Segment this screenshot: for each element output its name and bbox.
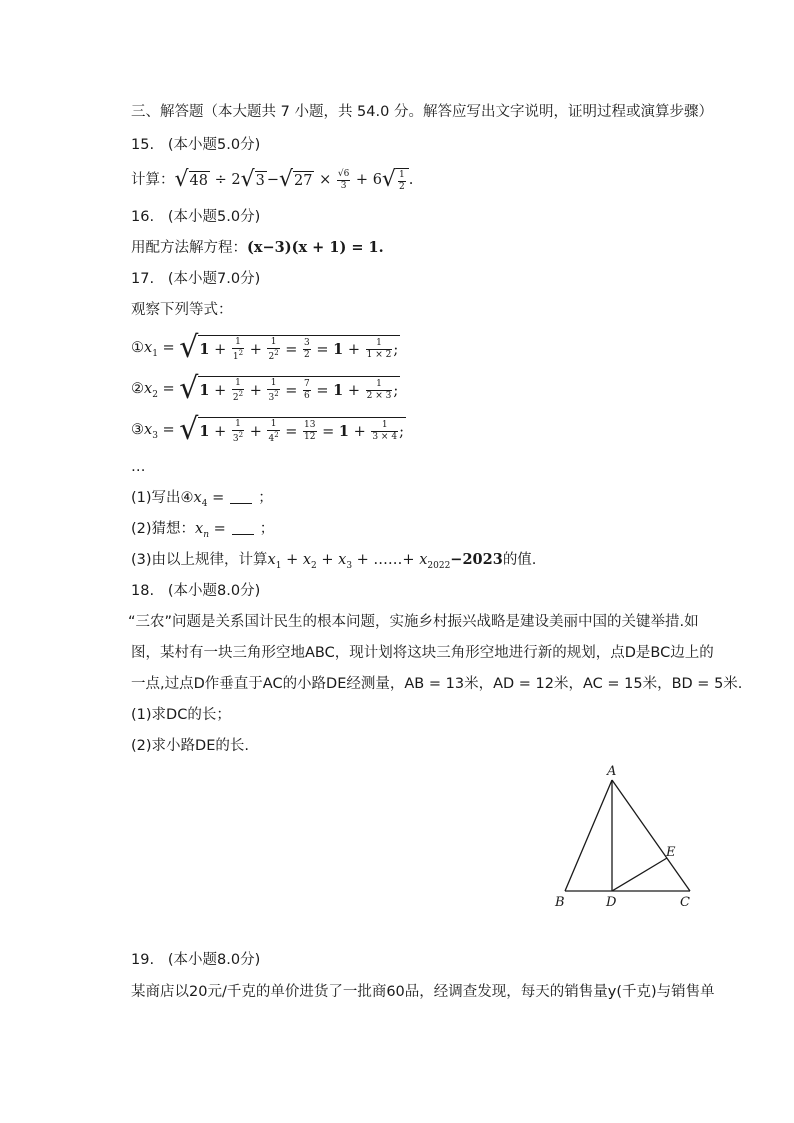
q17-score: (本小题7.0分): [167, 271, 261, 287]
q16-header: [131, 210, 260, 225]
q16-equation: (x−3)(x + 1) = 1.: [247, 239, 384, 256]
q15-expression: 计算：√48 ÷ 2√3 −√27 × $\frac{√6}{3}$ + 6√ $\frac{1}{2}$ .: [131, 167, 414, 192]
q18-header: [131, 584, 260, 599]
segment-de: [612, 858, 667, 891]
q18-part1: (1)求DC的长；: [131, 707, 231, 723]
q18-text-3: 一点,过点D作垂直于AC的小路DE经测量，AB = 13米，AD = 12米，AC = 15米，BD = 5米.: [131, 676, 743, 692]
q19-text-1: 某商店以20元/千克的单价进货了一批商60品，经调查发现，每天的销售量y(千克)与销售单: [131, 984, 715, 1000]
q17-part3: (3)由以上规律，计算$x_1 + x_2 + x_3$ + ……+ $x_{2022}-2023$的值.: [131, 551, 537, 571]
q18-text-1: “三农”问题是关系国计民生的根本问题，实施乡村振兴战略是建设美丽中国的关键举措.如: [128, 614, 699, 630]
label-c: C: [680, 895, 690, 910]
q16-instruction: 用配方法解方程：: [131, 240, 247, 256]
q17-part1: (1)写出$④x_4$ = ；: [131, 490, 273, 509]
segment-ac: [612, 780, 690, 891]
q17-mark-2: ②: [131, 381, 144, 397]
q16-number: 16.: [131, 209, 155, 225]
q18-part2: (2)求小路DE的长.: [131, 738, 249, 754]
q18-number: 18.: [131, 583, 155, 599]
q17-mark-4: ④: [180, 490, 194, 506]
label-b: B: [555, 895, 565, 910]
q17-eq1: $①x_1 = √1$ + $\frac{1}{1^2}$ + $\frac{1}{2^2}$ = $\frac{3}{2}$ = 1 + $\frac{1}{1 \times 2}$ ;: [131, 330, 399, 365]
q17-intro: 观察下列等式：: [131, 302, 233, 318]
q15-score: (本小题5.0分): [167, 137, 261, 153]
q17-part2: (2)猜想：$x_n$ = ；: [131, 521, 275, 540]
q17-ellipsis: …: [131, 459, 146, 475]
q17-number: 17.: [131, 271, 155, 287]
q17-mark-3: ③: [131, 422, 144, 438]
q18-score: (本小题8.0分): [167, 583, 261, 599]
label-e: E: [666, 845, 676, 860]
q19-number: 19.: [131, 952, 155, 968]
segment-ab: [565, 780, 612, 891]
triangle-figure: [548, 762, 723, 912]
q19-header: [131, 953, 260, 968]
label-a: A: [607, 764, 617, 779]
q17-part2-text: (2)猜想：: [131, 521, 196, 537]
q17-blank-1[interactable]: [230, 503, 252, 504]
q17-eq2: $②x_2 = √1$ + $\frac{1}{2^2}$ + $\frac{1}{3^2}$ = $\frac{7}{6}$ = 1 + $\frac{1}{2 \times 3}$ ;: [131, 371, 399, 406]
q16-text: [131, 241, 384, 256]
q17-part3-text: (3)由以上规律，计算: [131, 552, 268, 568]
section-title: 三、解答题（本大题共 7 小题，共 54.0 分。解答应写出文字说明，证明过程或演算步骤）: [131, 104, 713, 120]
q18-text-2: 图，某村有一块三角形空地ABC，现计划将这块三角形空地进行新的规划，点D是BC边上的: [131, 645, 714, 661]
q17-header: [131, 272, 260, 287]
q15-prefix: 计算：: [131, 172, 175, 188]
q17-eq3: $③x_3 = √1$ + $\frac{1}{3^2}$ + $\frac{1}{4^2}$ = $\frac{13}{12}$ = 1 + $\frac{1}{3 \times 4}$ ;: [131, 412, 404, 447]
q17-part1-text: (1)写出: [131, 490, 181, 506]
q17-part3-end: 的值.: [502, 552, 537, 568]
label-d: D: [606, 895, 617, 910]
q15-number: 15.: [131, 137, 155, 153]
q17-blank-2[interactable]: [232, 534, 254, 535]
q19-score: (本小题8.0分): [167, 952, 261, 968]
q15-header: [131, 138, 260, 153]
q17-mark-1: ①: [131, 340, 144, 356]
q16-score: (本小题5.0分): [167, 209, 261, 225]
